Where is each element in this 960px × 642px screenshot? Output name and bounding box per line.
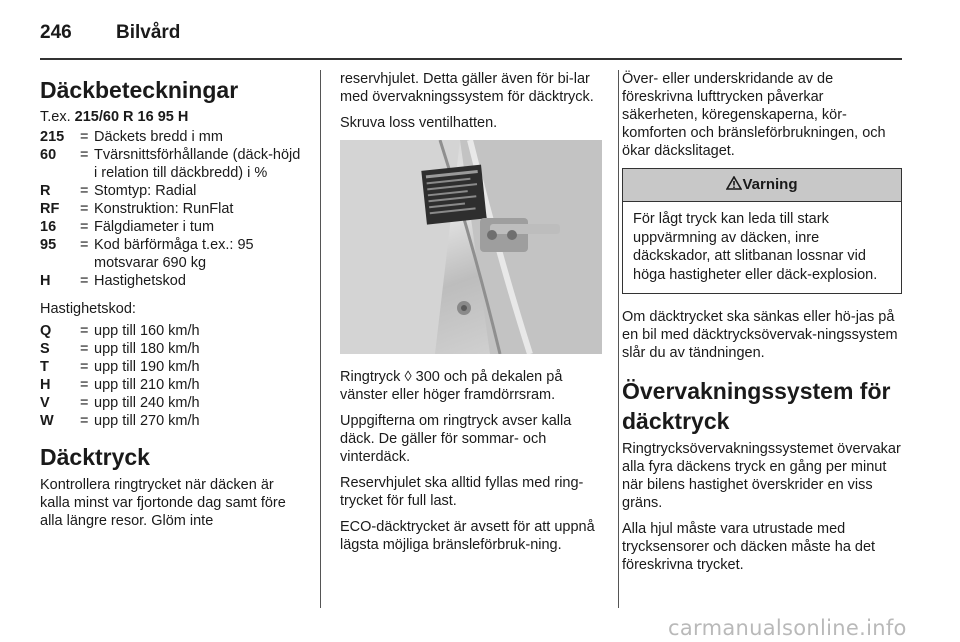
definition-row: [40, 272, 306, 290]
column-divider: [320, 70, 321, 608]
def-equals: =: [80, 377, 89, 393]
column-right: [622, 70, 902, 582]
column-divider: [618, 70, 619, 608]
paragraph: Skruva loss ventilhatten.: [340, 115, 498, 131]
def-equals: =: [80, 129, 89, 145]
speed-value: upp till 180 km/h: [94, 341, 200, 357]
def-key: H: [40, 273, 51, 289]
example-code: 215/60 R 16 95 H: [74, 109, 189, 125]
warning-triangle-icon: [726, 176, 742, 190]
speed-row: [40, 358, 306, 376]
definition-row: [40, 146, 306, 182]
def-equals: =: [80, 219, 89, 235]
speed-value: upp till 190 km/h: [94, 359, 200, 375]
definition-row: [40, 128, 306, 146]
example-line: [40, 108, 306, 126]
definition-row: [40, 218, 306, 236]
header-rule: [40, 58, 902, 60]
speed-key: Q: [40, 323, 52, 339]
definition-row: [40, 182, 306, 200]
def-equals: =: [80, 183, 89, 199]
paragraph: Alla hjul måste vara utrustade med trycksensorer och däcken måste ha det föreskrivna trycket.: [622, 521, 876, 573]
paragraph: Ringtrycksövervakningssystemet övervakar alla fyra däckens tryck en gång per minut när bilens hastighet överskrider en viss gräns.: [622, 441, 901, 511]
speed-key: S: [40, 341, 50, 357]
speed-code-label: Hastighetskod:: [40, 301, 136, 317]
warning-title: Varning: [742, 176, 798, 193]
paragraph: Uppgifterna om ringtryck avser kalla däck. De gäller för sommar- och vinterdäck.: [340, 413, 572, 465]
paragraph: Reservhjulet ska alltid fyllas med ring-trycket för full last.: [340, 475, 584, 509]
speed-key: V: [40, 395, 50, 411]
paragraph: Om däcktrycket ska sänkas eller hö-jas på en bil med däcktrycksövervak-ningssystem slår du av tändningen.: [622, 309, 898, 361]
speed-row: [40, 322, 306, 340]
speed-key: W: [40, 413, 54, 429]
column-left: [40, 70, 306, 538]
def-value: Stomtyp: Radial: [94, 183, 197, 199]
spacer: [40, 430, 306, 442]
door-frame-illustration: [340, 140, 602, 354]
def-value: Tvärsnittsförhållande (däck-höjd i relation till däckbredd) i %: [94, 147, 301, 181]
def-equals: =: [80, 341, 89, 357]
definition-row: [40, 200, 306, 218]
warning-box: [622, 168, 902, 294]
def-equals: =: [80, 237, 89, 253]
speed-value: upp till 210 km/h: [94, 377, 200, 393]
def-equals: =: [80, 359, 89, 375]
def-key: 95: [40, 237, 57, 253]
paragraph: ECO-däcktrycket är avsett för att uppnå lägsta möjliga bränsleförbruk-ning.: [340, 519, 595, 553]
def-value: Kod bärförmåga t.ex.: 95 motsvarar 690 kg: [94, 237, 254, 271]
speed-row: [40, 394, 306, 412]
door-frame-decal-photo: [340, 140, 602, 354]
example-prefix: T.ex.: [40, 109, 71, 125]
def-equals: =: [80, 323, 89, 339]
def-value: Hastighetskod: [94, 273, 186, 289]
warning-header: [623, 169, 901, 202]
speed-row: [40, 340, 306, 358]
def-equals: =: [80, 395, 89, 411]
speed-value: upp till 270 km/h: [94, 413, 200, 429]
def-value: Fälgdiameter i tum: [94, 219, 215, 235]
def-equals: =: [80, 147, 89, 163]
speed-value: upp till 240 km/h: [94, 395, 200, 411]
heading-tire-markings: Däckbeteckningar: [40, 77, 239, 103]
speed-definitions: [40, 322, 306, 430]
speed-row: [40, 412, 306, 430]
warning-text: För lågt tryck kan leda till stark uppvärmning av däcken, inre däckskador, att slitbanan lossnar vid höga hastigheter eller däck-explosion.: [633, 211, 878, 283]
speed-row: [40, 376, 306, 394]
speed-key: T: [40, 359, 49, 375]
def-equals: =: [80, 413, 89, 429]
speed-value: upp till 160 km/h: [94, 323, 200, 339]
def-key: R: [40, 183, 51, 199]
speed-key: H: [40, 377, 51, 393]
paragraph: Över- eller underskridande av de föreskrivna lufttrycken påverkar säkerheten, köregenskaperna, kör-komforten och bränsleförbrukningen, och ökar däckslitaget.: [622, 71, 886, 159]
code-definitions: [40, 128, 306, 290]
def-equals: =: [80, 201, 89, 217]
definition-row: [40, 236, 306, 272]
heading-tire-pressure: Däcktryck: [40, 444, 150, 470]
heading-tpms: Övervakningssystem för däcktryck: [622, 378, 891, 434]
paragraph: reservhjulet. Detta gäller även för bi-lar med övervakningssystem för däcktryck.: [340, 71, 594, 105]
paragraph: Ringtryck ◊ 300 och på dekalen på vänster eller höger framdörrsram.: [340, 369, 563, 403]
def-key: 16: [40, 219, 57, 235]
def-value: Däckets bredd i mm: [94, 129, 223, 145]
def-key: RF: [40, 201, 60, 217]
section-title: Bilvård: [116, 22, 181, 43]
def-equals: =: [80, 273, 89, 289]
def-value: Konstruktion: RunFlat: [94, 201, 234, 217]
def-key: 215: [40, 129, 65, 145]
column-middle: [340, 70, 602, 562]
page-number: 246: [40, 22, 72, 43]
site-watermark: carmanualsonline.info: [668, 616, 907, 640]
paragraph: Kontrollera ringtrycket när däcken är kalla minst var fjortonde dag samt före alla längre resor. Glöm inte: [40, 477, 286, 529]
def-key: 60: [40, 147, 57, 163]
